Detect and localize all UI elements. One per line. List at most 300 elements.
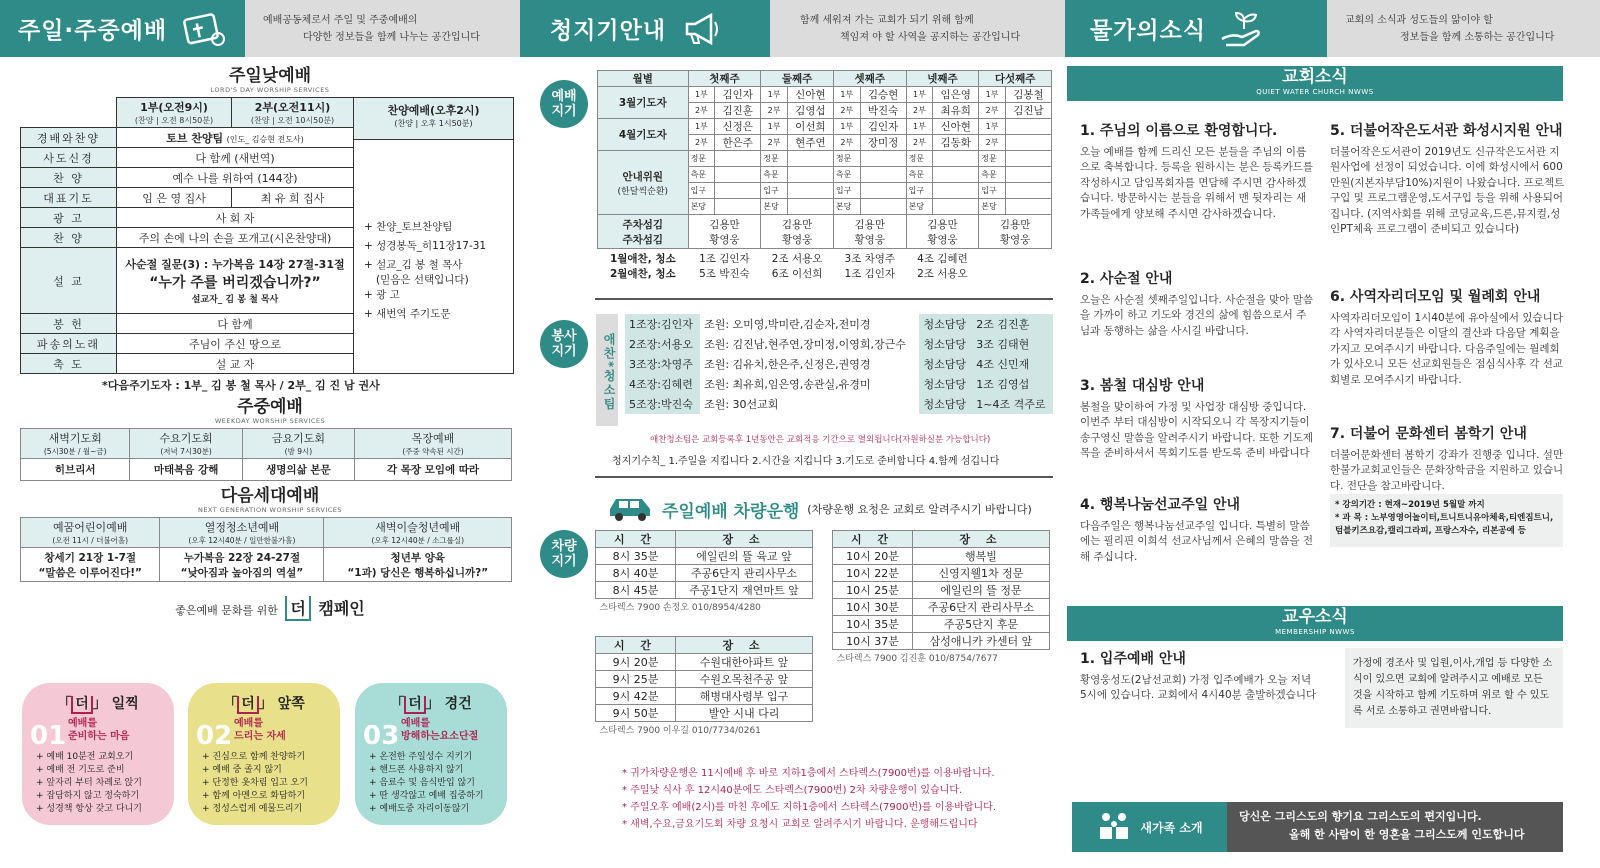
car-icon [606, 493, 654, 525]
news-heading: 1. 주님의 이름으로 환영합니다. [1080, 123, 1278, 139]
team-row [625, 394, 1053, 414]
slot: 2부 [906, 103, 933, 119]
time-header: 시 간 [833, 531, 913, 548]
card-item: + 앞자리 부터 차례로 앉기 [36, 777, 164, 790]
header-cleaning [520, 0, 1065, 57]
sermon-cell [117, 248, 354, 314]
newcomer-message-line1: 당신은 그리스도의 향기요 그리스도의 편지입니다. [1239, 810, 1482, 823]
news-text: 오늘은 사순절 셋째주일입니다. 사순절을 맞아 말씀을 가까이 하고 기도와 경건의 삶에 힘씀으로서 주님과 동행하는 삶을 사시길 바랍니다. [1080, 293, 1314, 337]
usher-slot: 본당 [688, 199, 715, 215]
praise-note: (믿음은 선택입니다) [376, 274, 469, 286]
usher-slot: 측문 [906, 167, 933, 183]
slot: 1부 [833, 119, 860, 135]
slot: 1부 [979, 119, 1006, 135]
vehicle-note: * 귀가차량운행은 11시예배 후 바로 지하1층에서 스타렉스(7900번)를 이용바랍니다. [622, 768, 995, 779]
news-item-5 [1330, 124, 1565, 238]
slot: 2부 [833, 103, 860, 119]
team-row [625, 374, 1053, 394]
driver-info: 스타렉스 7900 김진훈 010/8754/7677 [836, 654, 998, 665]
campaign-mark-logo: 더 [285, 596, 310, 621]
row-value: 주님이 주신 땅으로 [117, 334, 354, 354]
usher-slot: 측문 [979, 167, 1006, 183]
row-value: 주의 손에 나의 손을 포개고(시온찬양대) [117, 228, 354, 248]
cafe-cell: 3조 차영주 1조 김인자 [844, 252, 896, 280]
slot: 2부 [833, 135, 860, 151]
praise-note: + 광 고 [364, 289, 400, 301]
stop-row: 10시 30분 주공6단지 관리사무소 [833, 599, 1050, 616]
member-news-bar [1067, 606, 1563, 641]
team-leader: 4조장:김혜련 [625, 374, 700, 394]
stop-row: 10시 37분 삼성애니카 카센터 앞 [833, 633, 1050, 650]
prayer-name: 현주연 [787, 135, 833, 151]
stop-row: 8시 40분 주공6단지 관리사무소 [596, 565, 813, 582]
news-heading: 3. 봄철 대심방 안내 [1080, 378, 1205, 394]
place-header: 장 소 [676, 637, 813, 654]
church-news-subtitle: QUIET WATER CHURCH NWWS [1256, 88, 1374, 96]
duty-value: 2조 김진훈 [972, 314, 1053, 334]
service-side-label: 애찬*청소팀 [596, 314, 618, 426]
header-cleaning-title: 청지기안내 [550, 18, 667, 44]
prayer-name: 신아현 [933, 119, 979, 135]
slot: 1부 [688, 87, 715, 103]
nextgen-subtitle: NEXT GENERATION WORSHIP SERVICES [197, 506, 343, 514]
card-list [198, 751, 330, 816]
news-item-4 [1080, 498, 1315, 565]
usher-label: 안내위원 (한달씩순환) [598, 151, 689, 215]
usher-slot: 입구 [906, 183, 933, 199]
slot: 1부 [979, 87, 1006, 103]
sunday-title: 주일낮예배 [228, 66, 312, 86]
card-number: 02 [196, 721, 233, 751]
team-leader: 5조장:박진숙 [625, 394, 700, 414]
parking-cell: 김용만 황영웅 [906, 215, 979, 249]
card-head: 「 더 」 경건 [390, 696, 472, 712]
prayer-month-label: 3월기도자 [598, 87, 689, 119]
card-item: + 핸드폰 사용하지 않기 [369, 764, 497, 777]
vehicle-notes [622, 765, 996, 833]
service-team-table [625, 314, 1053, 414]
header-news-title: 물가의소식 [1090, 18, 1207, 44]
week-header: 셋째주 [833, 71, 906, 87]
prayer-name: 김인자 [860, 119, 906, 135]
weekday-value: 히브리서 [21, 459, 130, 481]
duty-label: 청소담당 [919, 394, 972, 414]
header-worship-title-block [0, 0, 245, 57]
campaign-card-1 [22, 683, 174, 825]
driver-info: 스타렉스 7900 이우길 010/7734/0261 [599, 726, 761, 737]
stop-row: 10시 35분 주공5단지 후문 [833, 616, 1050, 633]
prayer-name: 김봉철 [1005, 87, 1051, 103]
news-heading: 4. 행복나눔선교주일 안내 [1080, 497, 1241, 513]
usher-slot: 입구 [979, 183, 1006, 199]
card-item: + 음료수 및 음식반입 않기 [369, 777, 497, 790]
row-value: 다 함께 [117, 314, 354, 334]
header-news-title-block [1065, 0, 1327, 57]
slot: 2부 [688, 135, 715, 151]
weekday-col: 새벽기도회 (5시30분 / 월~금) [21, 429, 130, 459]
row-label: 사도신경 [21, 148, 117, 168]
prayer-name: 김영섭 [787, 103, 833, 119]
duty-label: 청소담당 [919, 314, 972, 334]
vehicle-title: 주일예배 차량운행 [662, 501, 800, 522]
service-note: 애찬청소팀은 교회등록후 1년동안은 교회적응 기간으로 열외됩니다(자원하실분 가능합니다) [650, 435, 991, 445]
vehicle-circle: 차량 지기 [540, 530, 588, 578]
week-header: 월별 [598, 71, 689, 87]
cafe-label: 1월애찬, 청소 2월애찬, 청소 [609, 252, 676, 280]
header-worship-desc-line2: 다양한 정보들을 함께 나누는 공간입니다 [303, 31, 480, 43]
cafe-cell: 4조 김혜련 2조 서용오 [917, 252, 968, 280]
praise-notes [354, 140, 513, 324]
newcomer-label-block [1072, 802, 1227, 852]
duty-label: 청소담당 [919, 374, 972, 394]
usher-slot: 본당 [979, 199, 1006, 215]
campaign-card-3 [355, 683, 507, 825]
team-members: 조원: 30선교회 [704, 398, 779, 411]
stop-row: 10시 20분 행복빌 [833, 548, 1050, 565]
news-text: 사역자리더모임이 1시40분에 유아실에서 있습니다 각 사역자리더분들은 이달의 결산과 다음달 계획을 가지고 모여주시기 바랍니다. 다음주일에는 월례회가 있사오니 모든 선교회원들은 점심식사후 각 선교회별로 모여주시기 바랍니다. [1330, 311, 1564, 386]
usher-slot: 측문 [688, 167, 715, 183]
slot: 1부 [906, 87, 933, 103]
newcomer-label: 새가족 소개 [1140, 820, 1203, 835]
team-members: 조원: 김진남,현주연,장미정,이영희,장근수 [704, 338, 906, 351]
usher-slot: 정문 [979, 151, 1006, 167]
card-item: + 함께 아멘으로 화답하기 [202, 790, 330, 803]
schedule-table [597, 70, 1052, 283]
prayer-name: 최유희 [933, 103, 979, 119]
weekday-col: 수요기도회 (저녁 7시30분) [130, 429, 242, 459]
prayer-name: 김승현 [860, 87, 906, 103]
culture-period: * 강의기간 : 현재~2019년 5월말 까지 [1335, 500, 1485, 510]
team-members: 조원: 오미영,박미란,김순자,전미경 [704, 318, 871, 331]
card-item: + 예배도중 자리이동않기 [369, 803, 497, 816]
prayer-name: 신아현 [787, 87, 833, 103]
slot: 2부 [761, 103, 788, 119]
news-heading: 1. 입주예배 안내 [1080, 651, 1186, 667]
usher-slot: 본당 [906, 199, 933, 215]
usher-slot: 입구 [688, 183, 715, 199]
campaign-lead: 좋은예배 문화를 위한 [175, 604, 278, 617]
bible-icon [179, 7, 227, 51]
newcomer-message [1227, 802, 1563, 852]
sunday-block [20, 97, 520, 374]
church-news-bar [1067, 66, 1563, 101]
weekday-table [20, 428, 512, 481]
cafe-cell: 1조 김인자 5조 박진숙 [699, 252, 750, 280]
sermon-preacher: 설교자_ 김 봉 철 목사 [191, 295, 279, 305]
praise-service-column [354, 97, 514, 374]
card-item: + 정성스럽게 예물드리기 [202, 803, 330, 816]
team-leader: 3조장:차영주 [625, 354, 700, 374]
time-header: 시 간 [596, 637, 676, 654]
slot: 1부 [833, 87, 860, 103]
news-item-1 [1080, 124, 1315, 222]
card-item: + 단정한 옷차림 입고 오기 [202, 777, 330, 790]
weekday-value: 생명의삶 본문 [242, 459, 354, 481]
card-head: 「 더 」 일찍 [57, 696, 139, 712]
header-cleaning-desc [770, 0, 1065, 57]
stop-row: 9시 25분 수원오목천주공 앞 [596, 671, 813, 688]
prayer-name: 김진훈 [715, 103, 761, 119]
week-header: 첫째주 [688, 71, 761, 87]
weekday-subtitle: WEEKDAY WORSHIP SERVICES [214, 417, 326, 425]
news-text: 봄철을 맞이하여 가정 및 사업장 대심방 중입니다. 이번주 부터 대심방이 시작되오니 각 목장지기들이 송구영신 말씀을 알려주시기 바랍니다. 또한 기도제목을 준비하셔서 목회기도를 받도록 준비 바랍니다 [1080, 400, 1314, 459]
campaign-card-2 [188, 683, 340, 825]
team-leader: 2조장:서용오 [625, 334, 700, 354]
praise-service-head [354, 98, 513, 140]
duty-value: 1~4조 격주로 [972, 394, 1053, 414]
stop-row: 8시 45분 주공1단지 재연마트 앞 [596, 582, 813, 599]
stop-row: 10시 22분 신영지웰1차 정문 [833, 565, 1050, 582]
row-value: 토브 찬양팀 (인도_ 김승현 전도사) [117, 128, 354, 148]
duty-label: 청소담당 [919, 354, 972, 374]
week-header: 넷째주 [906, 71, 979, 87]
duty-value: 4조 신민재 [972, 354, 1053, 374]
driver-info: 스타렉스 7900 손정오 010/8954/4280 [599, 603, 761, 614]
member-news-subtitle: MEMBERSHIP NWWS [1275, 628, 1355, 636]
weekday-value: 마태복음 강해 [130, 459, 242, 481]
nextgen-col: 새벽이슬청년예배 (오후 12시40분 / 소그룹실) [324, 518, 512, 548]
prayer-name: 김동화 [933, 135, 979, 151]
card-list [365, 751, 497, 816]
team-members: 조원: 김유치,한은주,신정은,권영경 [704, 358, 871, 371]
row-label: 광 고 [21, 208, 117, 228]
praise-note: + 성경봉독_히11장17-31 [364, 240, 487, 252]
usher-slot: 정문 [761, 151, 788, 167]
weekday-col: 금요기도회 (밤 9시) [242, 429, 354, 459]
news-text: 오늘 예배를 함께 드리신 모든 분들을 주님의 이름으로 축복합니다. 등록을 원하시는 분은 등록카드를 작성하시고 담임목회자를 면담해 주시면 감사하겠습니다. 방문하시는 분들을 위해서 맨 뒷자리는 새가족들에게 양보해 주시면 감사하겠습니다. [1080, 145, 1314, 220]
schedule-circle: 예배 지기 [540, 80, 588, 128]
weekday-title: 주중예배 [237, 397, 303, 417]
culture-subjects: * 과 목 : 노부영영어놀이터,트니트니유아체육,티엔짐트니, 텀블키즈요감,캘리그라피, 프랑스자수, 리본공예 등 [1335, 513, 1554, 536]
row-label: 봉 헌 [21, 314, 117, 334]
praise-note: + 찬양_토브찬양팀 [364, 221, 453, 233]
vehicle-table-b [595, 636, 813, 738]
header-cleaning-desc-line2: 책임져 야 할 사역을 공지하는 공간입니다 [840, 31, 1021, 43]
slot: 2부 [761, 135, 788, 151]
card-item: + 성경책 항상 갖고 다니기 [36, 803, 164, 816]
church-news-title: 교회소식 [1282, 67, 1348, 87]
prayer-name: 박진숙 [860, 103, 906, 119]
culture-box [1330, 494, 1563, 547]
card-item: + 딴 생각않고 예배 집중하기 [369, 790, 497, 803]
card-subtitle: 예배를 드리는 자세 [234, 718, 286, 742]
schedule-block [597, 70, 1052, 283]
week-header: 둘째주 [761, 71, 834, 87]
time-header: 시 간 [596, 531, 676, 548]
card-subtitle: 예배를 준비하는 마음 [68, 718, 130, 742]
slot: 1부 [906, 119, 933, 135]
card-subtitle: 예배를 방해하는요소단절 [401, 718, 479, 742]
row-label: 경배와찬양 [21, 128, 117, 148]
slot: 1부 [688, 119, 715, 135]
news-heading: 5. 더불어작은도서관 화성시지원 안내 [1330, 123, 1563, 139]
header-worship-title: 주일·주중예배 [18, 18, 168, 44]
vehicle-subtitle: (차량운행 요청은 교회로 알려주시기 바랍니다) [807, 503, 1032, 516]
card-number: 01 [30, 721, 67, 751]
card-item: + 예배 중 졸지 않기 [202, 764, 330, 777]
stop-row: 8시 35분 에일린의 뜰 육교 앞 [596, 548, 813, 565]
sermon-title: “누가 주를 버리겠습니까?” [149, 275, 321, 291]
service-rules: 청지기수칙_ 1.주일을 지킵니다 2.시간을 지킵니다 3.기도로 준비합니다 4.함께 섬깁니다 [612, 456, 1000, 467]
nextgen-table [20, 517, 512, 582]
usher-slot: 측문 [761, 167, 788, 183]
megaphone-icon [678, 7, 726, 51]
row-value: 설 교 자 [117, 354, 354, 374]
card-list [32, 751, 164, 816]
card-item: + 예배 전 기도로 준비 [36, 764, 164, 777]
card-item: + 진심으로 함께 찬양하기 [202, 751, 330, 764]
nextgen-title: 다음세대예배 [220, 486, 320, 506]
slot: 2부 [979, 103, 1006, 119]
prayer-name: 장미정 [860, 135, 906, 151]
cafe-cell: 2조 서용오 6조 이선희 [771, 252, 823, 280]
service-circle: 봉사 지기 [540, 320, 588, 368]
praise-note: + 설교_김 봉 철 목사 [364, 259, 463, 271]
schedule-divider [595, 298, 1053, 300]
newcomer-message-line2: 올해 한 사람이 한 영혼을 그리스도께 인도합니다 [1289, 828, 1525, 841]
vehicle-table-c [832, 530, 1050, 666]
usher-slot: 입구 [761, 183, 788, 199]
news-text: 다음주일은 행복나눔선교주일 입니다. 특별히 말씀에는 필리핀 이희석 선교사님께서 은혜의 말씀을 전해 주십니다. [1080, 519, 1314, 563]
header-worship [0, 0, 520, 57]
stop-row: 9시 42분 해병대사령부 입구 [596, 688, 813, 705]
sermon-passage: 사순절 질문(3) : 누가복음 14장 27절-31절 [125, 258, 345, 271]
member-news-title: 교우소식 [1282, 607, 1348, 627]
header-news-desc-line1: 교회의 소식과 성도들의 앎이야 할 [1345, 14, 1493, 26]
header-cleaning-desc-line1: 함께 세워져 가는 교회가 되기 위해 함께 [800, 14, 974, 26]
vehicle-note: * 주일낮 식사 후 12시40분에도 스타렉스(7900번) 2차 차량운행이 있습니다. [622, 785, 963, 796]
stop-row: 9시 50분 발안 시내 다리 [596, 705, 813, 722]
vehicle-note: * 새벽,수요,금요기도회 차량 요청시 교회로 알려주시기 바랍니다. 운행해드립니다 [622, 819, 978, 830]
row-label: 대표기도 [21, 188, 117, 208]
slot: 2부 [688, 103, 715, 119]
row-value: 사 회 자 [117, 208, 354, 228]
row-value-2: 최 유 희 집사 [232, 188, 354, 208]
stop-row: 10시 25분 에일린의 뜰 정문 [833, 582, 1050, 599]
week-header: 다섯째주 [979, 71, 1052, 87]
team-leader: 1조장:김인자 [625, 314, 700, 334]
usher-slot: 측문 [833, 167, 860, 183]
sunday-col-1: 1부(오전9시) (찬양 | 오전 8시50분) [117, 98, 232, 128]
praise-note: + 새번역 주기도문 [364, 308, 451, 320]
family-icon [1096, 811, 1132, 844]
duty-value: 3조 김태현 [972, 334, 1053, 354]
prayer-name: 김인자 [715, 87, 761, 103]
place-header: 장 소 [676, 531, 813, 548]
usher-slot: 입구 [833, 183, 860, 199]
duty-value: 1조 김영섭 [972, 374, 1053, 394]
prayer-name: 임은영 [933, 87, 979, 103]
parking-cell: 김용만 황영웅 [761, 215, 834, 249]
duty-label: 청소담당 [919, 334, 972, 354]
prayer-name: 신정은 [715, 119, 761, 135]
campaign-heading [20, 596, 520, 621]
sunday-table [20, 97, 354, 374]
slot: 2부 [979, 135, 1006, 151]
parking-cell: 김용만 황영웅 [979, 215, 1052, 249]
nextgen-col: 예꿈어린이예배 (오전 11시 / 더불어홀) [21, 518, 160, 548]
member-item-1 [1080, 652, 1320, 704]
row-label: 찬 양 [21, 168, 117, 188]
next-week-prayer: *다음주기도자 : 1부_ 김 봉 철 목사 / 2부_ 김 진 남 권사 [102, 379, 380, 392]
nextgen-col: 열정청소년예배 (오후 12시40분 / 일만한불가홀) [160, 518, 324, 548]
news-text: 황영웅성도(2남선교회) 가정 입주예배가 오늘 저녁 5시에 있습니다. 교회에서 4시40분 출발하겠습니다 [1080, 673, 1317, 701]
sunday-col-2: 2부(오전11시) (찬양 | 오전 10시50분) [232, 98, 354, 128]
praise-service-name: 찬양예배(오후2시) [387, 104, 480, 117]
team-row [625, 314, 1053, 334]
praise-service-time: (찬양 | 오후 1시50분) [394, 119, 473, 128]
weekday-col: 목장예배 (주중 약속된 시간) [355, 429, 512, 459]
news-item-7 [1330, 427, 1565, 494]
hand-sprout-icon [1218, 7, 1266, 51]
news-item-3 [1080, 379, 1315, 462]
member-notice-box: 가정에 경조사 및 입원,이사,개업 등 다양한 소식이 있으면 교회에 알려주시고 예배로 모든 것을 시작하고 함께 기도하며 위로 할 수 있도록 서로 소통하고 권면바랍니다. [1345, 648, 1563, 728]
weekday-value: 각 목장 모임에 따라 [355, 459, 512, 481]
vehicle-note: * 주일오후 예배(2시)를 마친 후에도 지하1층에서 스타렉스(7900번)를 이용바랍니다. [622, 802, 997, 813]
prayer-name: 김진남 [1005, 103, 1051, 119]
card-item: + 온전한 주일성수 지키기 [369, 751, 497, 764]
newcomer-footer [1072, 802, 1563, 852]
row-value-1: 임 은 영 집사 [117, 188, 232, 208]
card-head: 「 더 」 앞쪽 [223, 696, 305, 712]
vehicle-table-a [595, 530, 813, 615]
slot: 1부 [761, 119, 788, 135]
slot: 1부 [761, 87, 788, 103]
news-heading: 6. 사역자리더모임 및 월례회 안내 [1330, 289, 1541, 305]
usher-slot: 정문 [688, 151, 715, 167]
sunday-subtitle: LORD'S DAY WORSHIP SERVICES [210, 86, 330, 94]
header-news [1065, 0, 1600, 57]
prayer-name: 한은주 [715, 135, 761, 151]
row-label: 축 도 [21, 354, 117, 374]
card-item: + 잡담하지 않고 정숙하기 [36, 790, 164, 803]
prayer-month-label: 4월기도자 [598, 119, 689, 151]
parking-cell: 김용만 황영웅 [833, 215, 906, 249]
header-worship-desc-line1: 예배공동체로서 주일 및 주중예배의 [263, 14, 418, 26]
place-header: 장 소 [913, 531, 1050, 548]
header-news-desc [1327, 0, 1600, 57]
prayer-name: 이선희 [787, 119, 833, 135]
news-heading: 2. 사순절 안내 [1080, 271, 1173, 287]
card-number: 03 [363, 721, 400, 751]
header-cleaning-title-block [520, 0, 770, 57]
slot: 2부 [906, 135, 933, 151]
row-label: 파송의노래 [21, 334, 117, 354]
nextgen-value: 청년부 양육 “1과) 당신은 행복하십니까?” [324, 548, 512, 582]
news-text: 더불어작은도서관이 2019년도 신규작은도서관 지원사업에 선정이 되었습니다. 이에 화성시에서 600만원(지본자부담10%)지원이 나왔습니다. 프로젝트구입 및 프로그램운영,도서구입 등을 위해 사용되어집니다. (지역사회를 위해 코딩교육,드론,뮤지컬,성인PT체육 프로그램이 준비되고 있습니다) [1330, 145, 1565, 235]
nextgen-value: 창세기 21장 1-7절 “말씀은 이루어진다!” [21, 548, 160, 582]
prayer-name [1005, 119, 1051, 135]
usher-slot: 정문 [833, 151, 860, 167]
team-row [625, 334, 1053, 354]
sunday-corner [21, 98, 117, 128]
service-divider [595, 476, 1053, 478]
row-label: 찬 양 [21, 228, 117, 248]
header-news-desc-line2: 정보들을 함께 소통하는 공간입니다 [1400, 31, 1555, 43]
news-item-6 [1330, 290, 1565, 388]
campaign-title: 캠페인 [318, 599, 365, 618]
usher-slot: 정문 [906, 151, 933, 167]
prayer-name [1005, 135, 1051, 151]
parking-label: 주차섬김 주차섬김 [598, 215, 689, 249]
vehicle-heading [606, 493, 1032, 525]
news-heading: 7. 더불어 문화센터 봄학기 안내 [1330, 426, 1527, 442]
stop-row: 9시 20분 수원대한아파트 앞 [596, 654, 813, 671]
nextgen-value: 누가복음 22장 24-27절 “낮아짐과 높아짐의 역설” [160, 548, 324, 582]
card-item: + 예배 10분전 교회오기 [36, 751, 164, 764]
header-worship-desc [245, 0, 520, 57]
team-row [625, 354, 1053, 374]
